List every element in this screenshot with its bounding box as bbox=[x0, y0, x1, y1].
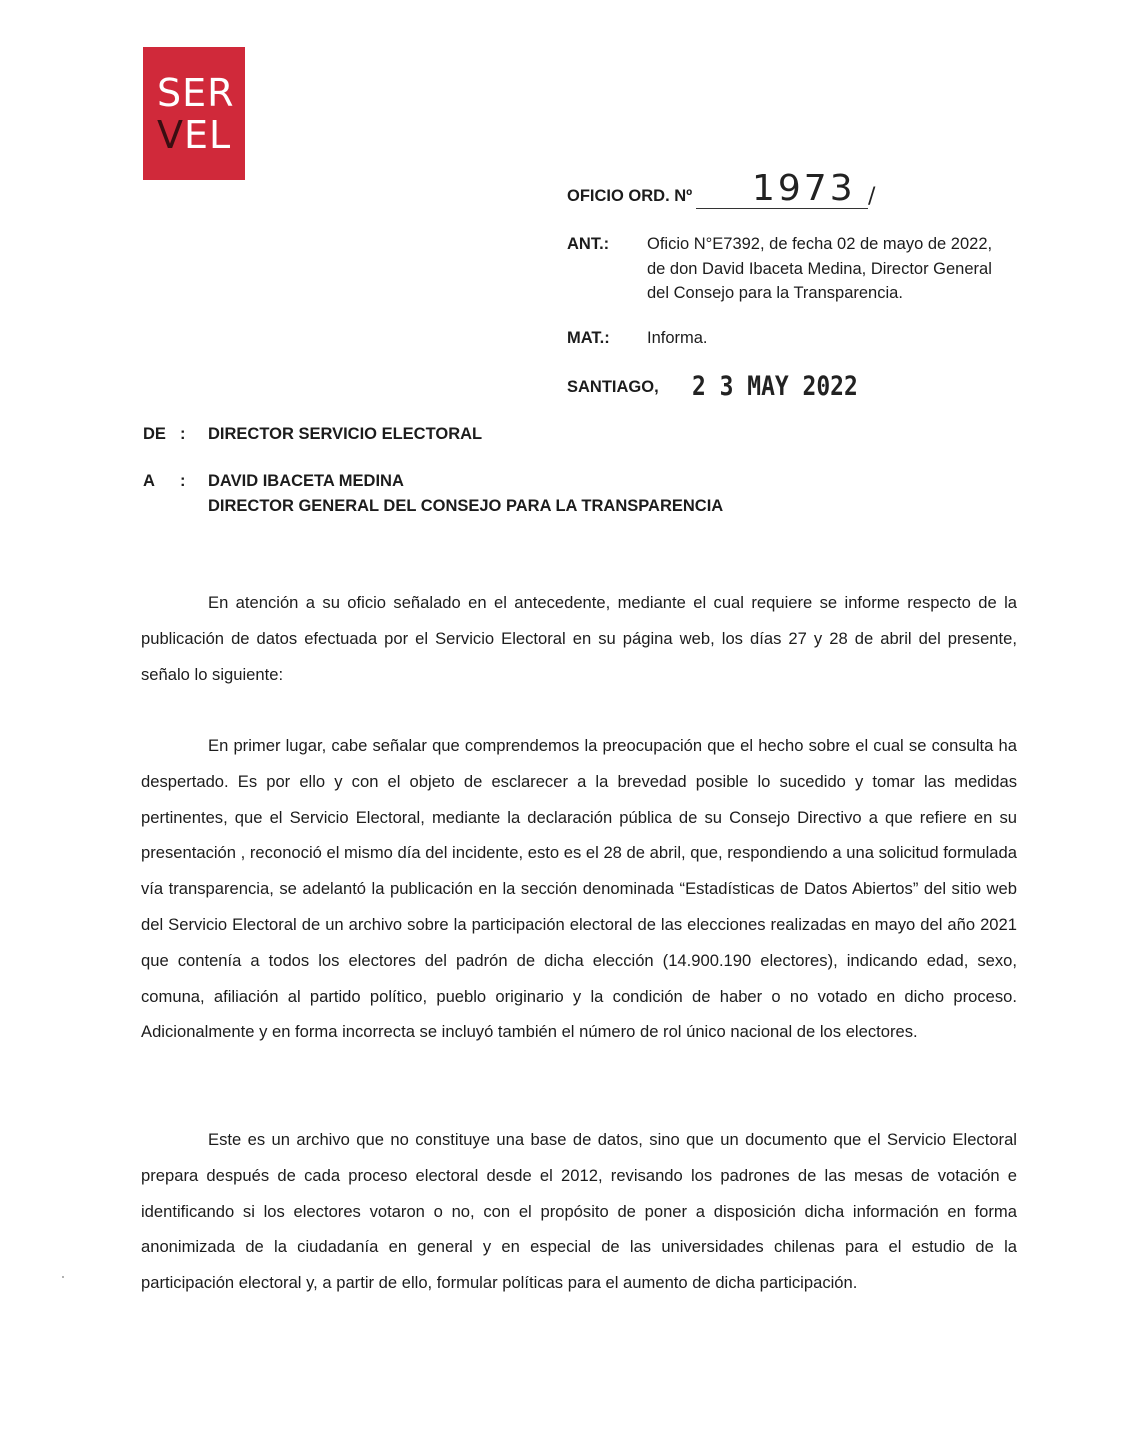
recipient-name: DAVID IBACETA MEDINA bbox=[208, 472, 404, 490]
oficio-label: OFICIO ORD. Nº bbox=[567, 187, 693, 205]
mat-text: Informa. bbox=[647, 329, 708, 347]
a-colon: : bbox=[180, 472, 186, 490]
body-paragraph-2 bbox=[141, 728, 1017, 1050]
paragraph-3-text: Este es un archivo que no constituye una base de datos, sino que un documento que el Servicio Electoral prepara después de cada proceso electoral desde el 2012, revisando los padrones de las mesas de votación e identificando si los electores votaron o no, con el propósito de poner a disposición dicha información en forma anonimizada de la ciudadanía en general y en especial de las universidades chilenas para el estudio de la participación electoral y, a partir de ello, formular políticas para el aumento de dicha participación. bbox=[141, 1130, 1017, 1293]
de-text: DIRECTOR SERVICIO ELECTORAL bbox=[208, 425, 483, 443]
logo-line1: SER bbox=[157, 71, 235, 115]
ant-line-3: del Consejo para la Transparencia. bbox=[647, 284, 903, 302]
paragraph-1-text: En atención a su oficio señalado en el antecedente, mediante el cual requiere se informe respecto de la publicación de datos efectuada por el Servicio Electoral en su página web, los días 27 y 28 de abril del presente, señalo lo siguiente: bbox=[141, 593, 1017, 684]
oficio-number: 1973 bbox=[752, 168, 856, 209]
logo-line2 bbox=[157, 115, 231, 155]
de-colon: : bbox=[180, 425, 186, 443]
scan-speck bbox=[62, 1276, 64, 1278]
recipient-title: DIRECTOR GENERAL DEL CONSEJO PARA LA TRANSPARENCIA bbox=[208, 497, 724, 515]
a-label: A bbox=[143, 472, 155, 490]
oficio-slash: / bbox=[868, 184, 876, 209]
body-paragraph-1 bbox=[141, 585, 1017, 692]
place-label: SANTIAGO, bbox=[567, 378, 659, 396]
ant-label: ANT.: bbox=[567, 235, 610, 253]
logo-v: V bbox=[157, 113, 184, 157]
date-stamp: 2 3 MAY 2022 bbox=[692, 371, 858, 402]
logo-el: EL bbox=[184, 113, 232, 157]
de-label: DE bbox=[143, 425, 166, 443]
mat-label: MAT.: bbox=[567, 329, 610, 347]
body-paragraph-3 bbox=[141, 1122, 1017, 1301]
servel-logo bbox=[143, 47, 245, 180]
ant-line-2: de don David Ibaceta Medina, Director General bbox=[647, 260, 992, 278]
paragraph-2-text: En primer lugar, cabe señalar que comprendemos la preocupación que el hecho sobre el cual se consulta ha despertado. Es por ello y con el objeto de esclarecer a la brevedad posible lo sucedido y tomar las medidas pertinentes, que el Servicio Electoral, mediante la declaración pública de su Consejo Directivo a que refiere en su presentación , reconoció el mismo día del incidente, esto es el 28 de abril, que, respondiendo a una solicitud formulada vía transparencia, se adelantó la publicación en la sección denominada “Estadísticas de Datos Abiertos” del sitio web del Servicio Electoral de un archivo sobre la participación electoral de las elecciones realizadas en mayo del año 2021 que contenía a todos los electores del padrón de dicha elección (14.900.190 electores), indicando edad, sexo, comuna, afiliación al partido político, pueblo originario y la condición de haber o no votado en dicho proceso. Adicionalmente y en forma incorrecta se incluyó también el número de rol único nacional de los electores. bbox=[141, 736, 1017, 1042]
ant-line-1: Oficio N°E7392, de fecha 02 de mayo de 2022, bbox=[647, 235, 993, 253]
